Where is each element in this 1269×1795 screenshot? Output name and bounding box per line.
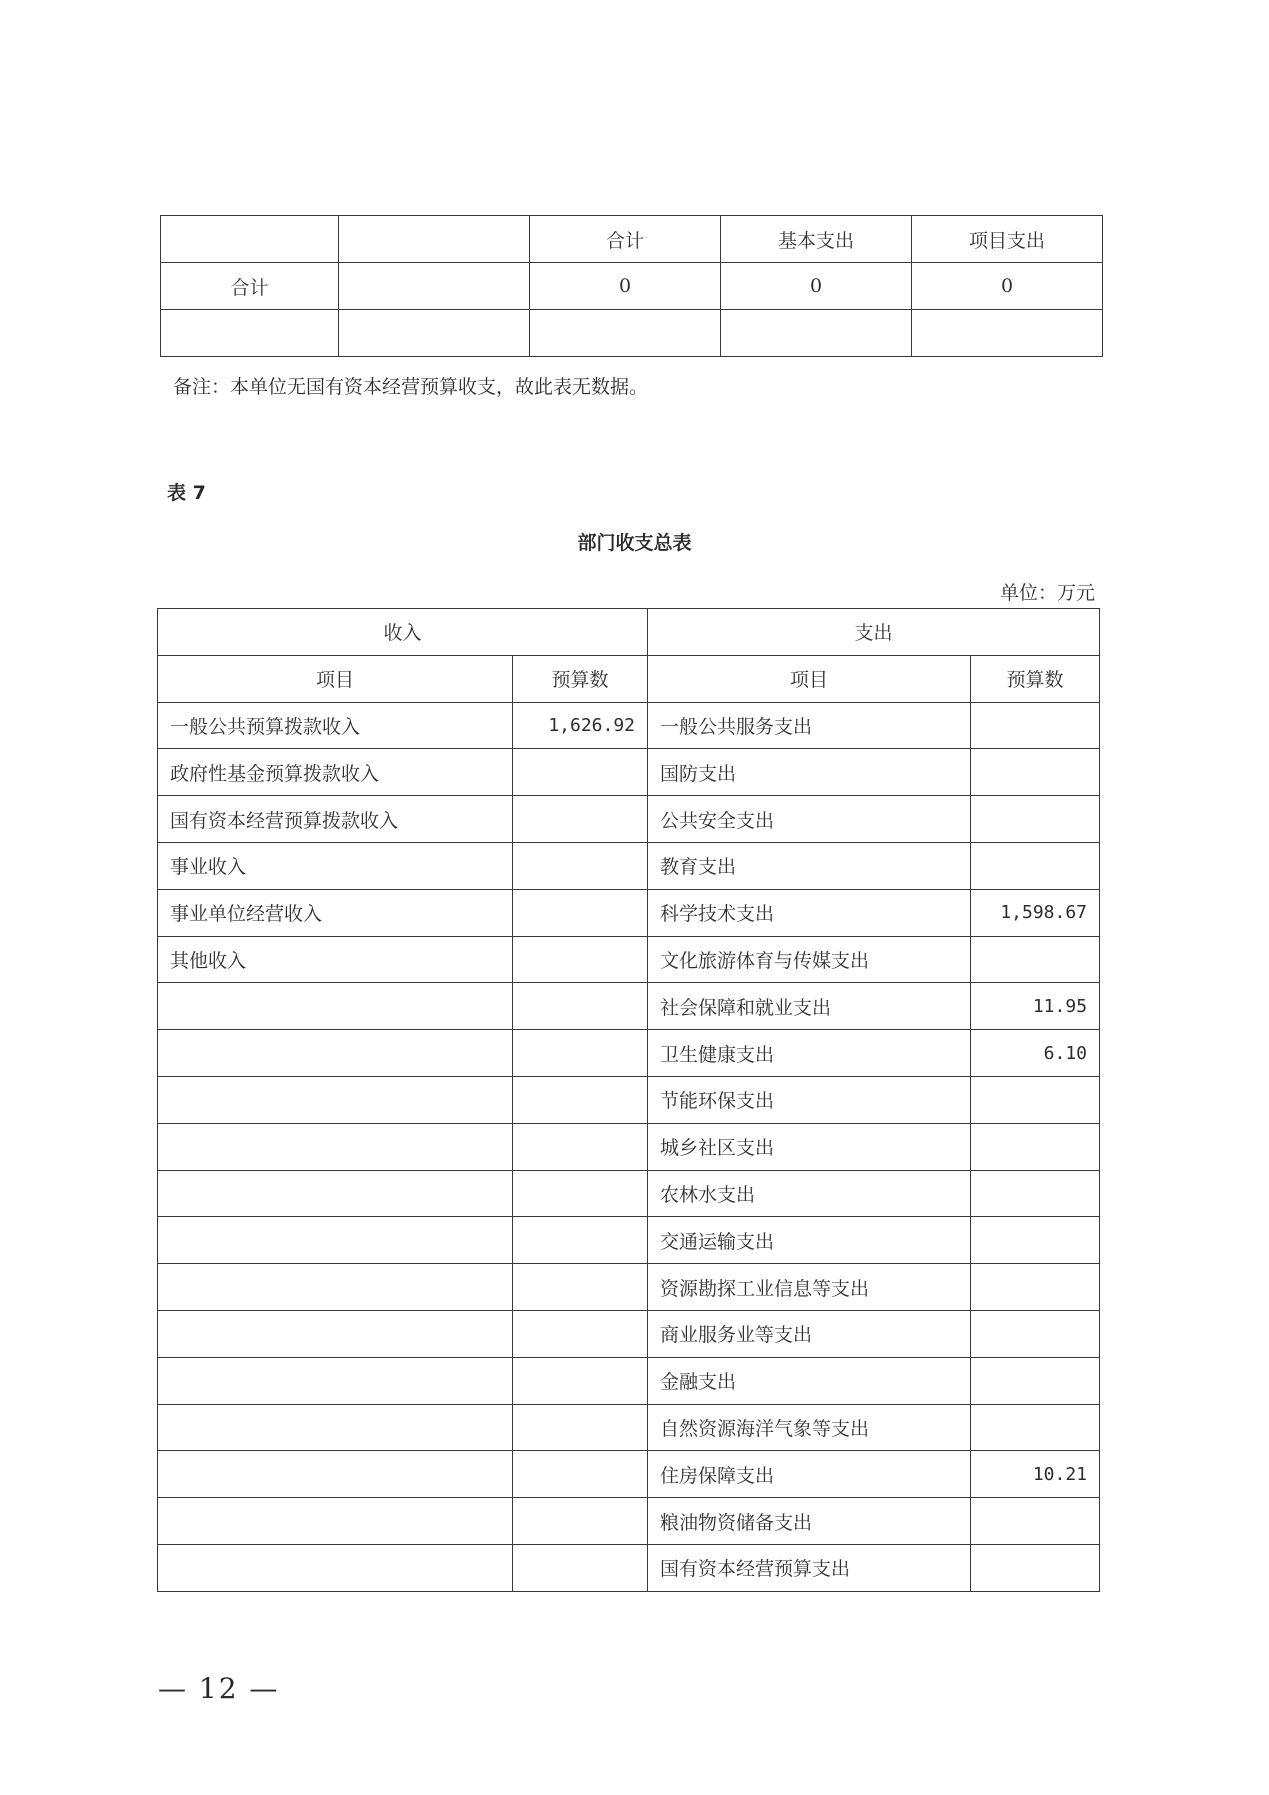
expense-item: 交通运输支出 <box>648 1217 971 1264</box>
income-value: 1,626.92 <box>513 702 648 749</box>
expense-value <box>971 1123 1100 1170</box>
income-item: 政府性基金预算拨款收入 <box>158 749 513 796</box>
income-item <box>158 1076 513 1123</box>
expense-value <box>971 702 1100 749</box>
table-row <box>158 796 1100 843</box>
expense-value: 10.21 <box>971 1451 1100 1498</box>
income-value <box>513 1451 648 1498</box>
table-row <box>158 1170 1100 1217</box>
table-row <box>161 263 1103 310</box>
table-row <box>158 702 1100 749</box>
expense-item: 资源勘探工业信息等支出 <box>648 1264 971 1311</box>
income-value <box>513 1498 648 1545</box>
cell <box>161 310 339 357</box>
income-item <box>158 983 513 1030</box>
header-cell <box>339 216 530 263</box>
expense-value <box>971 796 1100 843</box>
column-header-row <box>158 655 1100 702</box>
income-item <box>158 1498 513 1545</box>
income-value <box>513 1217 648 1264</box>
unit-label: 单位：万元 <box>999 582 1095 604</box>
income-value <box>513 749 648 796</box>
expense-value <box>971 1544 1100 1591</box>
income-budget-header: 预算数 <box>513 655 648 702</box>
expense-value <box>971 842 1100 889</box>
page-number: — 12 — <box>158 1672 280 1705</box>
expense-item: 自然资源海洋气象等支出 <box>648 1404 971 1451</box>
table-row <box>158 1498 1100 1545</box>
previous-table <box>160 215 1103 357</box>
income-value <box>513 936 648 983</box>
budget-summary-table <box>157 608 1100 1592</box>
cell <box>912 310 1103 357</box>
table-row <box>158 1451 1100 1498</box>
table-row <box>158 983 1100 1030</box>
table-row <box>158 749 1100 796</box>
row-label: 合计 <box>161 263 339 310</box>
income-value <box>513 1264 648 1311</box>
income-value <box>513 1357 648 1404</box>
income-value <box>513 1030 648 1077</box>
income-item: 国有资本经营预算拨款收入 <box>158 796 513 843</box>
income-item <box>158 1310 513 1357</box>
expense-value <box>971 1264 1100 1311</box>
expense-header: 支出 <box>648 609 1100 656</box>
expense-item: 公共安全支出 <box>648 796 971 843</box>
header-cell <box>161 216 339 263</box>
expense-value <box>971 749 1100 796</box>
cell-basic: 0 <box>721 263 912 310</box>
income-value <box>513 1544 648 1591</box>
income-value <box>513 1076 648 1123</box>
expense-value: 6.10 <box>971 1030 1100 1077</box>
income-item <box>158 1544 513 1591</box>
expense-item: 城乡社区支出 <box>648 1123 971 1170</box>
table-row <box>161 310 1103 357</box>
income-item <box>158 1170 513 1217</box>
table-row <box>158 1076 1100 1123</box>
table-row <box>158 1357 1100 1404</box>
cell <box>339 263 530 310</box>
previous-table-header-row <box>161 216 1103 263</box>
table-row <box>158 1030 1100 1077</box>
expense-item: 商业服务业等支出 <box>648 1310 971 1357</box>
table-row <box>158 842 1100 889</box>
expense-item: 文化旅游体育与传媒支出 <box>648 936 971 983</box>
cell <box>721 310 912 357</box>
income-value <box>513 796 648 843</box>
table-row <box>158 1217 1100 1264</box>
income-item <box>158 1030 513 1077</box>
expense-item: 住房保障支出 <box>648 1451 971 1498</box>
table-note: 备注：本单位无国有资本经营预算收支，故此表无数据。 <box>173 376 649 398</box>
expense-value: 1,598.67 <box>971 889 1100 936</box>
income-item <box>158 1451 513 1498</box>
table-row <box>158 1404 1100 1451</box>
income-item <box>158 1404 513 1451</box>
income-item: 事业单位经营收入 <box>158 889 513 936</box>
expense-value <box>971 1217 1100 1264</box>
income-item: 其他收入 <box>158 936 513 983</box>
header-project-expense: 项目支出 <box>912 216 1103 263</box>
income-item <box>158 1217 513 1264</box>
expense-item: 粮油物资储备支出 <box>648 1498 971 1545</box>
group-header-row <box>158 609 1100 656</box>
expense-value <box>971 1498 1100 1545</box>
expense-item: 一般公共服务支出 <box>648 702 971 749</box>
expense-item: 国有资本经营预算支出 <box>648 1544 971 1591</box>
table-row <box>158 1310 1100 1357</box>
income-item <box>158 1357 513 1404</box>
header-basic-expense: 基本支出 <box>721 216 912 263</box>
income-value <box>513 1123 648 1170</box>
cell-project: 0 <box>912 263 1103 310</box>
income-value <box>513 1404 648 1451</box>
table-row <box>158 1123 1100 1170</box>
income-value <box>513 1310 648 1357</box>
expense-value: 11.95 <box>971 983 1100 1030</box>
table-number-label: 表 7 <box>167 482 206 504</box>
expense-item-header: 项目 <box>648 655 971 702</box>
expense-value <box>971 1404 1100 1451</box>
table-row <box>158 889 1100 936</box>
cell-total: 0 <box>530 263 721 310</box>
income-item <box>158 1264 513 1311</box>
expense-item: 卫生健康支出 <box>648 1030 971 1077</box>
expense-value <box>971 1357 1100 1404</box>
header-total: 合计 <box>530 216 721 263</box>
expense-item: 科学技术支出 <box>648 889 971 936</box>
income-item-header: 项目 <box>158 655 513 702</box>
expense-item: 金融支出 <box>648 1357 971 1404</box>
income-item <box>158 1123 513 1170</box>
expense-item: 农林水支出 <box>648 1170 971 1217</box>
table-row <box>158 1264 1100 1311</box>
expense-item: 教育支出 <box>648 842 971 889</box>
income-header: 收入 <box>158 609 648 656</box>
expense-item: 节能环保支出 <box>648 1076 971 1123</box>
cell <box>530 310 721 357</box>
table-title: 部门收支总表 <box>577 532 692 554</box>
table-row <box>158 936 1100 983</box>
income-item: 事业收入 <box>158 842 513 889</box>
expense-item: 国防支出 <box>648 749 971 796</box>
income-value <box>513 842 648 889</box>
expense-value <box>971 1170 1100 1217</box>
expense-value <box>971 1076 1100 1123</box>
expense-item: 社会保障和就业支出 <box>648 983 971 1030</box>
income-value <box>513 889 648 936</box>
cell <box>339 310 530 357</box>
table-row <box>158 1544 1100 1591</box>
expense-value <box>971 936 1100 983</box>
expense-budget-header: 预算数 <box>971 655 1100 702</box>
income-value <box>513 1170 648 1217</box>
income-item: 一般公共预算拨款收入 <box>158 702 513 749</box>
income-value <box>513 983 648 1030</box>
expense-value <box>971 1310 1100 1357</box>
